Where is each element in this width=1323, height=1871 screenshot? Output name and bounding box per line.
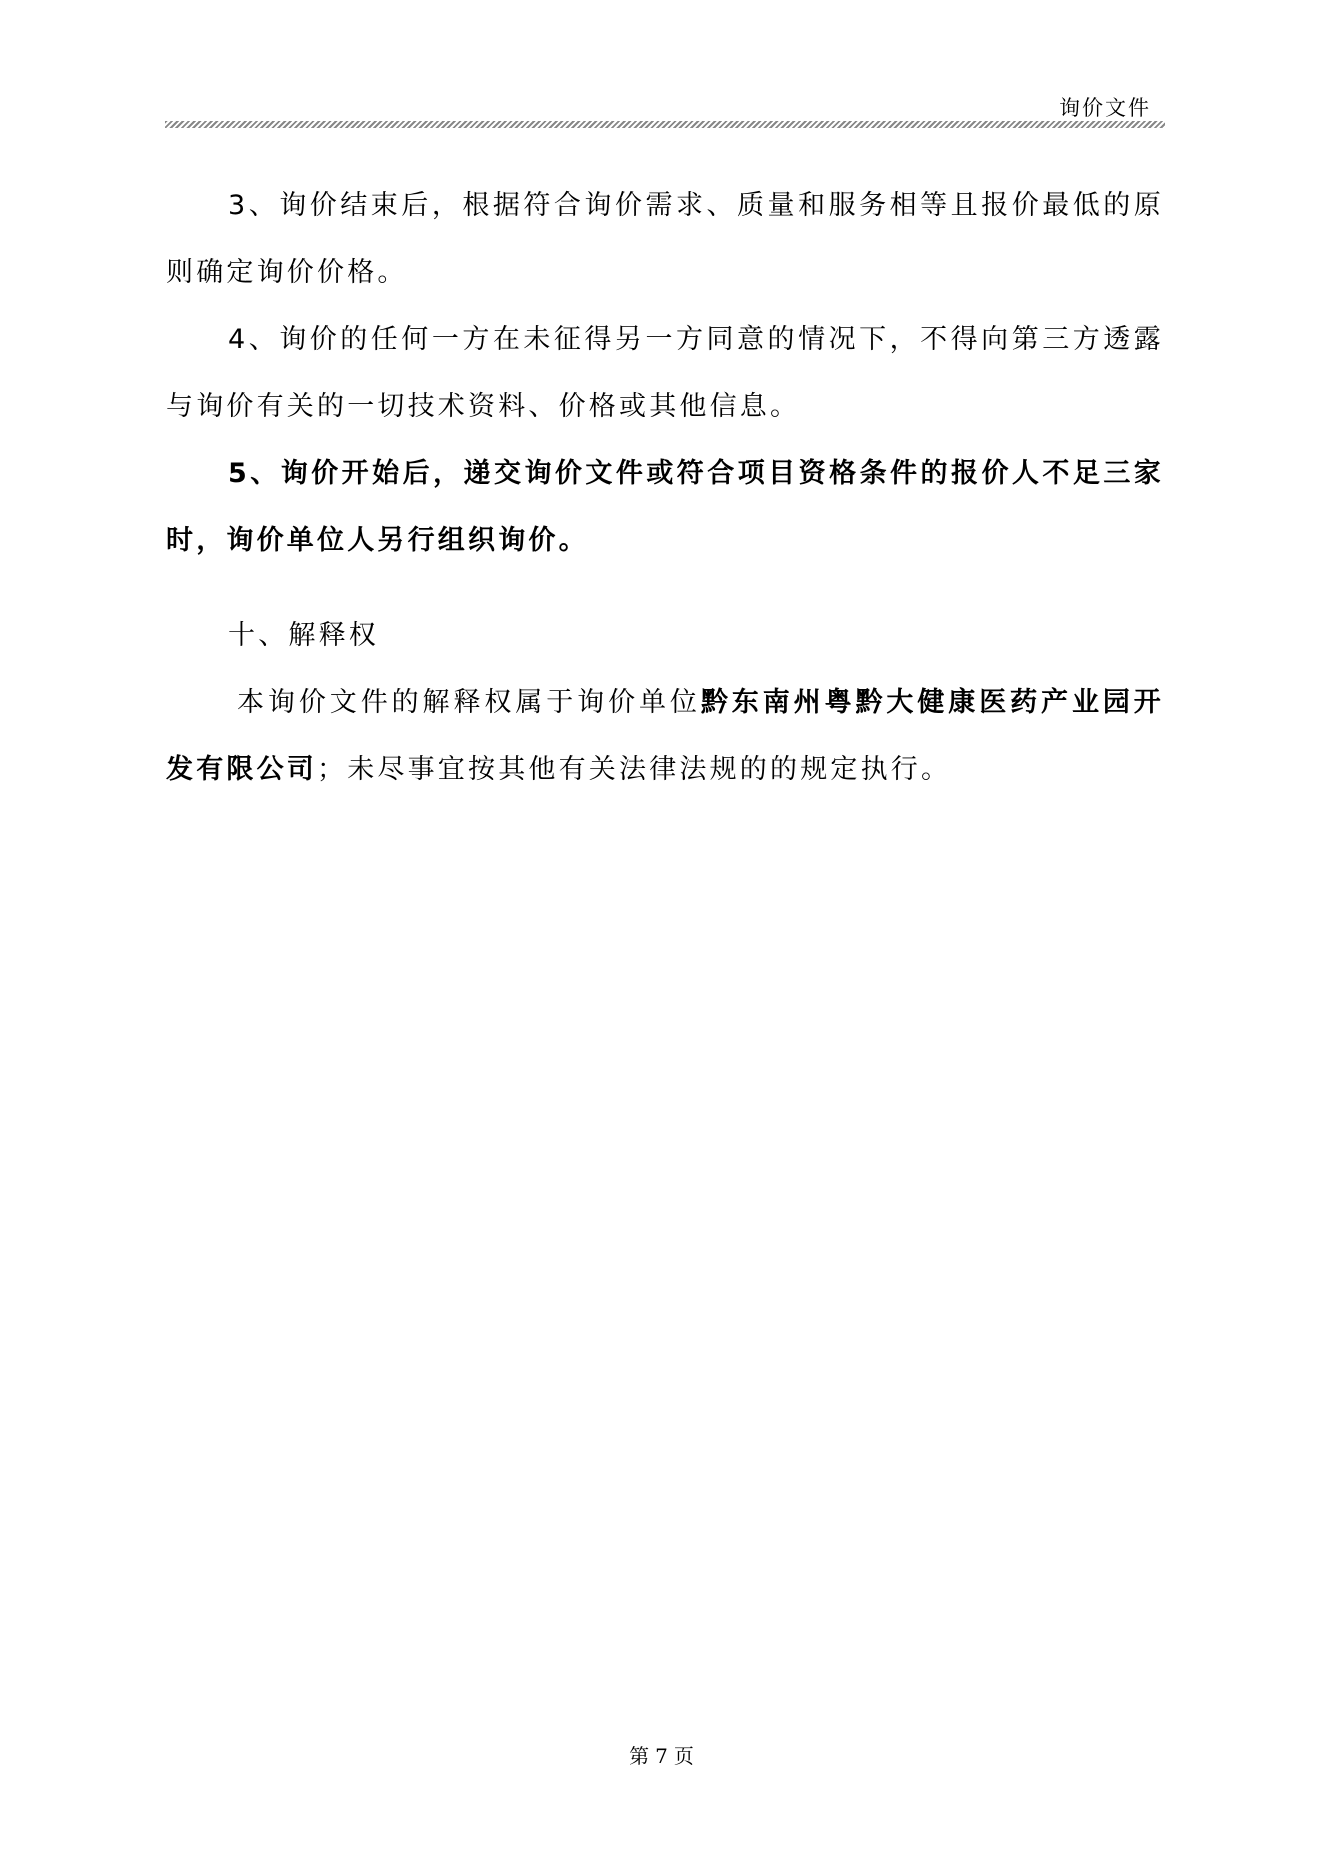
interpretation-paragraph: [166, 669, 1164, 803]
section-heading: 十、解释权: [228, 620, 379, 651]
company-name: 黔东南州粤黔大健康医药产业园开发有限公司: [166, 687, 1165, 785]
paragraph-item-4: 4、询价的任何一方在未征得另一方同意的情况下，不得向第三方透露与询价有关的一切技术资料、价格或其他信息。: [166, 324, 1164, 422]
page-number: 7: [655, 1744, 668, 1768]
paragraph-item-3: 3、询价结束后，根据符合询价需求、质量和服务相等且报价最低的原则确定询价价格。: [166, 190, 1164, 288]
interpretation-text-before: 本询价文件的解释权属于询价单位: [237, 687, 701, 718]
section-spacer: [166, 574, 1164, 602]
header-divider: [165, 121, 1165, 128]
page-body: [166, 172, 1164, 803]
header-title: 询价文件: [1059, 96, 1151, 120]
page-footer: [0, 1740, 1323, 1769]
page-header: [165, 88, 1165, 128]
paragraph-item-5: 5、询价开始后，递交询价文件或符合项目资格条件的报价人不足三家时，询价单位人另行组织询价。: [166, 458, 1164, 556]
interpretation-text-after: ；未尽事宜按其他有关法律法规的的规定执行。: [317, 754, 952, 785]
page-number-prefix: 第: [629, 1744, 650, 1768]
page-number-suffix: 页: [673, 1744, 694, 1768]
